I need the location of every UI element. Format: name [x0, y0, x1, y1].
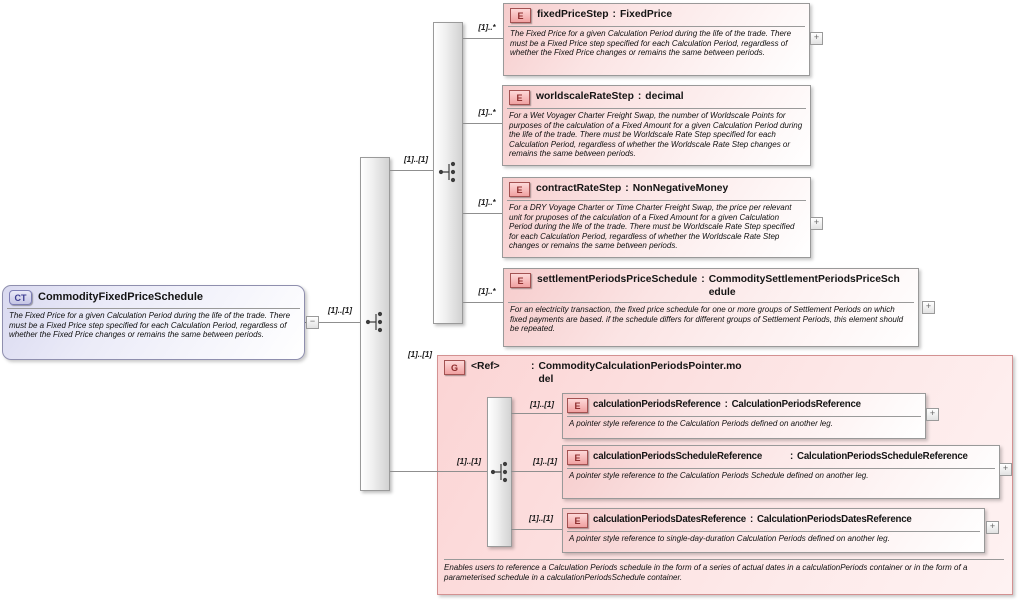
- expand-button[interactable]: +: [999, 463, 1012, 476]
- expand-button[interactable]: +: [922, 301, 935, 314]
- element-badge: E: [567, 450, 588, 465]
- colon-separator: :: [749, 514, 754, 525]
- colon-separator: :: [612, 9, 616, 20]
- complex-type-description: The Fixed Price for a given Calculation Period during the life of the trade. There must be a Fixed Price step specified for each Calculation Period, regardless of whether the Fixed Price changes or remains the same between periods.: [7, 308, 300, 340]
- element-description: A pointer style reference to single-day-duration Calculation Periods defined on another leg.: [567, 531, 980, 544]
- cardinality-label: [1]..[1]: [529, 514, 553, 523]
- element-badge: E: [509, 182, 530, 197]
- connector-line: [511, 471, 562, 472]
- group-name: <Ref>: [471, 361, 500, 372]
- colon-separator: :: [701, 274, 705, 285]
- complex-type-name: CommodityFixedPriceSchedule: [38, 291, 204, 303]
- element-box-contractRateStep[interactable]: [502, 177, 811, 258]
- element-description: The Fixed Price for a given Calculation Period during the life of the trade. There must be a Fixed Price step specified for each Calculation Period, regardless of whether the Fixed Price changes or remains the same between periods.: [508, 26, 805, 58]
- element-description: For a DRY Voyage Charter or Time Charter Freight Swap, the price per relevant unit for pruposes of the calculation of a Fixed Amount for a given Calculation Period during the life of the trade. There must be Worldscale Rate Step specified for each Calculation Period, regardless of whether the Worldscale Rate Step changes or remains the same between periods.: [507, 200, 806, 251]
- cardinality-label: [1]..[1]: [328, 306, 352, 315]
- element-box-settlementPeriodsPriceSchedule[interactable]: [503, 268, 919, 347]
- connector-line: [463, 213, 502, 214]
- element-name: calculationPeriodsReference: [593, 399, 721, 410]
- cardinality-label: [1]..*: [478, 287, 496, 296]
- complex-type-badge: CT: [9, 290, 32, 305]
- cardinality-label: [1]..[1]: [457, 457, 481, 466]
- expand-button[interactable]: +: [810, 217, 823, 230]
- element-description: A pointer style reference to the Calculation Periods Schedule defined on another leg.: [567, 468, 995, 481]
- element-box-worldscaleRateStep[interactable]: [502, 85, 811, 166]
- expand-button[interactable]: +: [810, 32, 823, 45]
- cardinality-label: [1]..[1]: [533, 457, 557, 466]
- element-box-calculationPeriodsScheduleReference[interactable]: [562, 445, 1000, 499]
- connector-line: [463, 38, 503, 39]
- colon-separator: :: [531, 361, 535, 372]
- element-name: contractRateStep: [536, 183, 622, 194]
- expand-button[interactable]: +: [926, 408, 939, 421]
- cardinality-label: [1]..*: [478, 198, 496, 207]
- expand-button[interactable]: +: [986, 521, 999, 534]
- sequence-icon: [438, 161, 458, 183]
- element-type: CalculationPeriodsDatesReference: [757, 514, 912, 525]
- sequence-icon: [490, 461, 510, 483]
- group-badge: G: [444, 360, 465, 375]
- connector-line: [511, 529, 562, 530]
- element-badge: E: [567, 398, 588, 413]
- connector-line: [463, 302, 503, 303]
- element-name: calculationPeriodsScheduleReference: [593, 451, 763, 462]
- element-name: worldscaleRateStep: [536, 91, 634, 102]
- connector-line: [317, 322, 360, 323]
- complex-type-box[interactable]: [2, 285, 305, 360]
- element-description: For an electricity transaction, the fixed price schedule for one or more groups of Settlement Periods on which fixed payments are based. if the schedule differs for different groups of Settlement Periods, this element should be repeated.: [508, 302, 914, 334]
- element-type: decimal: [645, 91, 684, 102]
- element-box-calculationPeriodsDatesReference[interactable]: [562, 508, 985, 553]
- element-badge: E: [567, 513, 588, 528]
- element-type: CalculationPeriodsScheduleReference: [797, 451, 968, 462]
- element-badge: E: [510, 273, 531, 288]
- group-footer-annotation: Enables users to reference a Calculation Periods schedule in the form of a series of actual dates in a calculationPeriods container or in the form of a parameterised schedule in a calculationPeriodsSchedule container.: [444, 559, 1004, 582]
- colon-separator: :: [625, 183, 629, 194]
- connector-line: [390, 170, 433, 171]
- element-description: For a Wet Voyager Charter Freight Swap, the number of Worldscale Points for purposes of the calculation of a Fixed Amount for a given Calculation Period during the life of the trade. There must be Worldscale Rate Step specified for each Calculation Period, regardless of whether the Worldscale Rate Step changes or remains the same between periods.: [507, 108, 806, 159]
- element-badge: E: [510, 8, 531, 23]
- element-type: CalculationPeriodsReference: [731, 399, 861, 410]
- connector-line: [463, 123, 502, 124]
- element-name: fixedPriceStep: [537, 9, 609, 20]
- element-name: settlementPeriodsPriceSchedule: [537, 274, 698, 285]
- cardinality-label: [1]..[1]: [408, 350, 432, 359]
- element-badge: E: [509, 90, 530, 105]
- element-type: CommoditySettlementPeriodsPriceSchedule: [708, 274, 900, 298]
- cardinality-label: [1]..*: [478, 108, 496, 117]
- element-type: FixedPrice: [619, 9, 673, 20]
- group-type: CommodityCalculationPeriodsPointer.model: [538, 361, 742, 385]
- colon-separator: :: [790, 451, 794, 462]
- cardinality-label: [1]..*: [478, 23, 496, 32]
- collapse-button[interactable]: −: [306, 316, 319, 329]
- element-box-fixedPriceStep[interactable]: [503, 3, 810, 76]
- element-description: A pointer style reference to the Calculation Periods defined on another leg.: [567, 416, 921, 429]
- cardinality-label: [1]..[1]: [404, 155, 428, 164]
- cardinality-label: [1]..[1]: [530, 400, 554, 409]
- element-type: NonNegativeMoney: [632, 183, 729, 194]
- sequence-icon: [365, 311, 385, 333]
- element-name: calculationPeriodsDatesReference: [593, 514, 746, 525]
- element-box-calculationPeriodsReference[interactable]: [562, 393, 926, 439]
- connector-line: [390, 471, 487, 472]
- connector-line: [511, 413, 562, 414]
- colon-separator: :: [724, 399, 728, 410]
- colon-separator: :: [637, 91, 642, 102]
